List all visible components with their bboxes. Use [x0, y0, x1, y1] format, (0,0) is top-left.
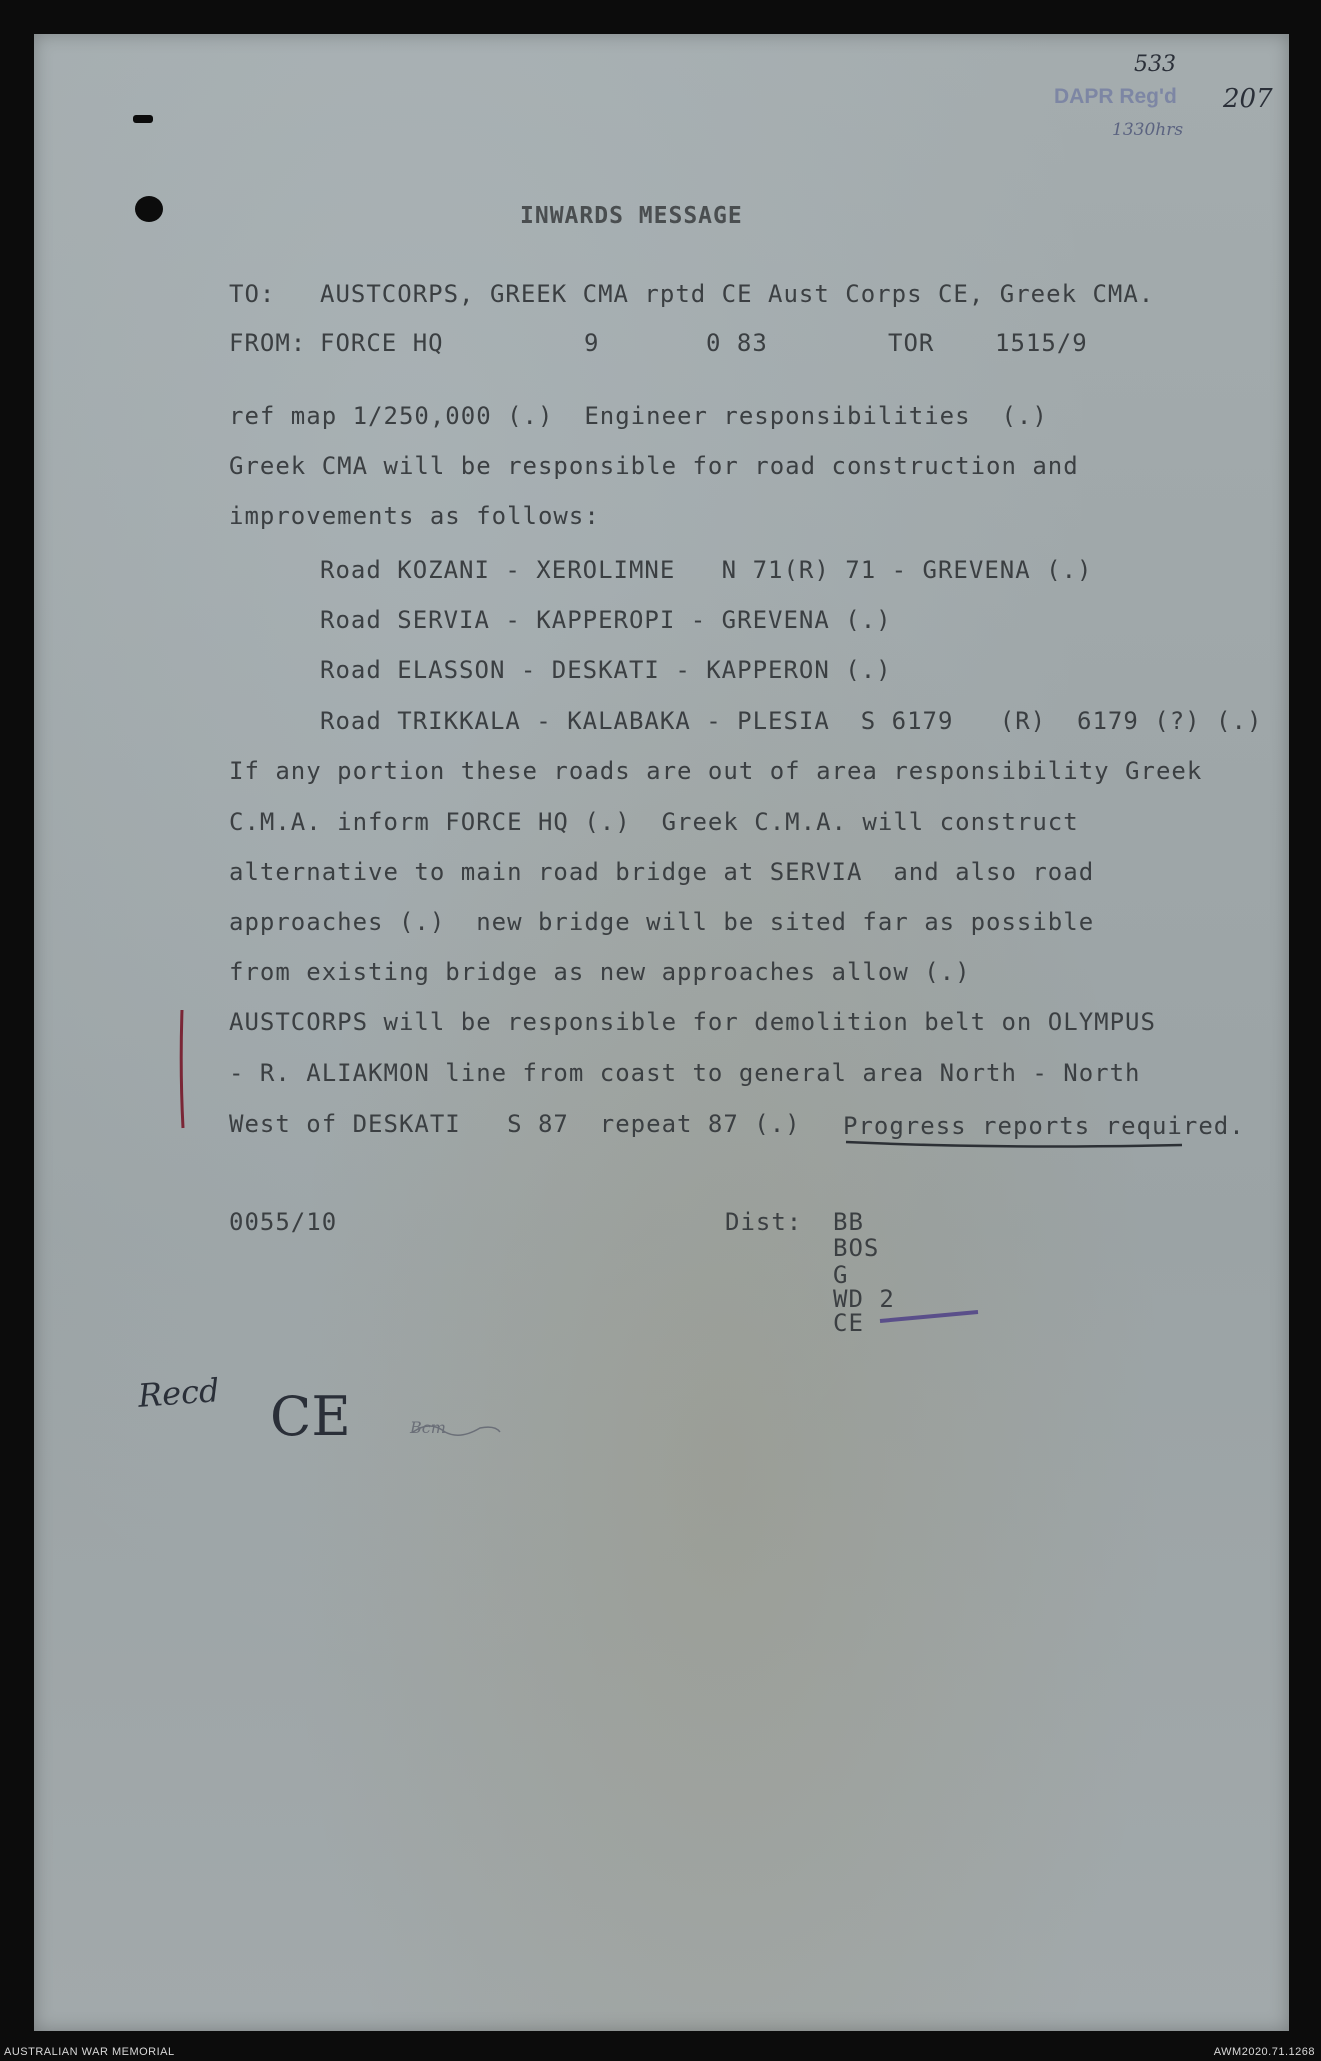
body-line: If any portion these roads are out of area responsibility Greek — [229, 757, 1203, 785]
from-value: FORCE HQ — [320, 329, 444, 357]
registry-stamp: DAPR Reg'd — [1054, 85, 1177, 108]
handwritten-ce: CE — [270, 1385, 351, 1448]
distribution-item: BOS — [833, 1234, 880, 1262]
body-line-road: Road ELASSON - DESKATI - KAPPERON (.) — [320, 656, 892, 684]
body-line: C.M.A. inform FORCE HQ (.) Greek C.M.A. will construct — [229, 808, 1079, 836]
body-line: Greek CMA will be responsible for road construction and — [229, 452, 1079, 480]
body-line: AUSTCORPS will be responsible for demolition belt on OLYMPUS — [229, 1008, 1156, 1036]
body-line: improvements as follows: — [229, 502, 600, 530]
footer-institution: AUSTRALIAN WAR MEMORIAL — [4, 2046, 175, 2058]
handwritten-top-number: 533 — [1134, 52, 1176, 77]
distribution-item: CE — [833, 1309, 864, 1337]
body-line: - R. ALIAKMON line from coast to general area North - North — [229, 1059, 1141, 1087]
from-number-1: 9 — [584, 329, 600, 357]
from-label: FROM: — [229, 329, 307, 357]
tor-value: 1515/9 — [995, 329, 1088, 357]
punch-hole-mid — [135, 196, 163, 222]
punch-hole-top — [133, 115, 153, 123]
body-line: from existing bridge as new approaches allow (.) — [229, 958, 971, 986]
distribution-item: BB — [833, 1208, 864, 1236]
body-line: approaches (.) new bridge will be sited far as possible — [229, 908, 1095, 936]
handwritten-stamp-sub: 1330hrs — [1112, 120, 1184, 140]
distribution-item: WD 2 — [833, 1285, 895, 1313]
handwritten-recd: Recd — [136, 1371, 221, 1415]
body-line-road: Road SERVIA - KAPPEROPI - GREVENA (.) — [320, 606, 892, 634]
handwritten-stamp-number: 207 — [1223, 84, 1273, 114]
distribution-item: G — [833, 1261, 849, 1289]
document-title: INWARDS MESSAGE — [520, 203, 743, 229]
body-line: West of DESKATI S 87 repeat 87 (.) — [229, 1110, 801, 1138]
distribution-label: Dist: — [725, 1208, 803, 1236]
reference-number: 0055/10 — [229, 1208, 338, 1236]
to-value: AUSTCORPS, GREEK CMA rptd CE Aust Corps CE, Greek CMA. — [320, 280, 1155, 308]
footer-accession: AWM2020.71.1268 — [1213, 2046, 1315, 2058]
body-line: ref map 1/250,000 (.) Engineer responsibilities (.) — [229, 402, 1048, 430]
to-label: TO: — [229, 280, 276, 308]
tor-label: TOR — [888, 329, 935, 357]
from-number-2: 0 83 — [706, 329, 768, 357]
body-line-road: Road KOZANI - XEROLIMNE N 71(R) 71 - GREVENA (.) — [320, 556, 1093, 584]
handwritten-small: Bcm — [410, 1418, 446, 1437]
body-line-road: Road TRIKKALA - KALABAKA - PLESIA S 6179 (R) 6179 (?) (.) — [320, 707, 1263, 735]
body-line: alternative to main road bridge at SERVIA and also road — [229, 858, 1095, 886]
final-phrase: Progress reports required. — [843, 1112, 1245, 1140]
